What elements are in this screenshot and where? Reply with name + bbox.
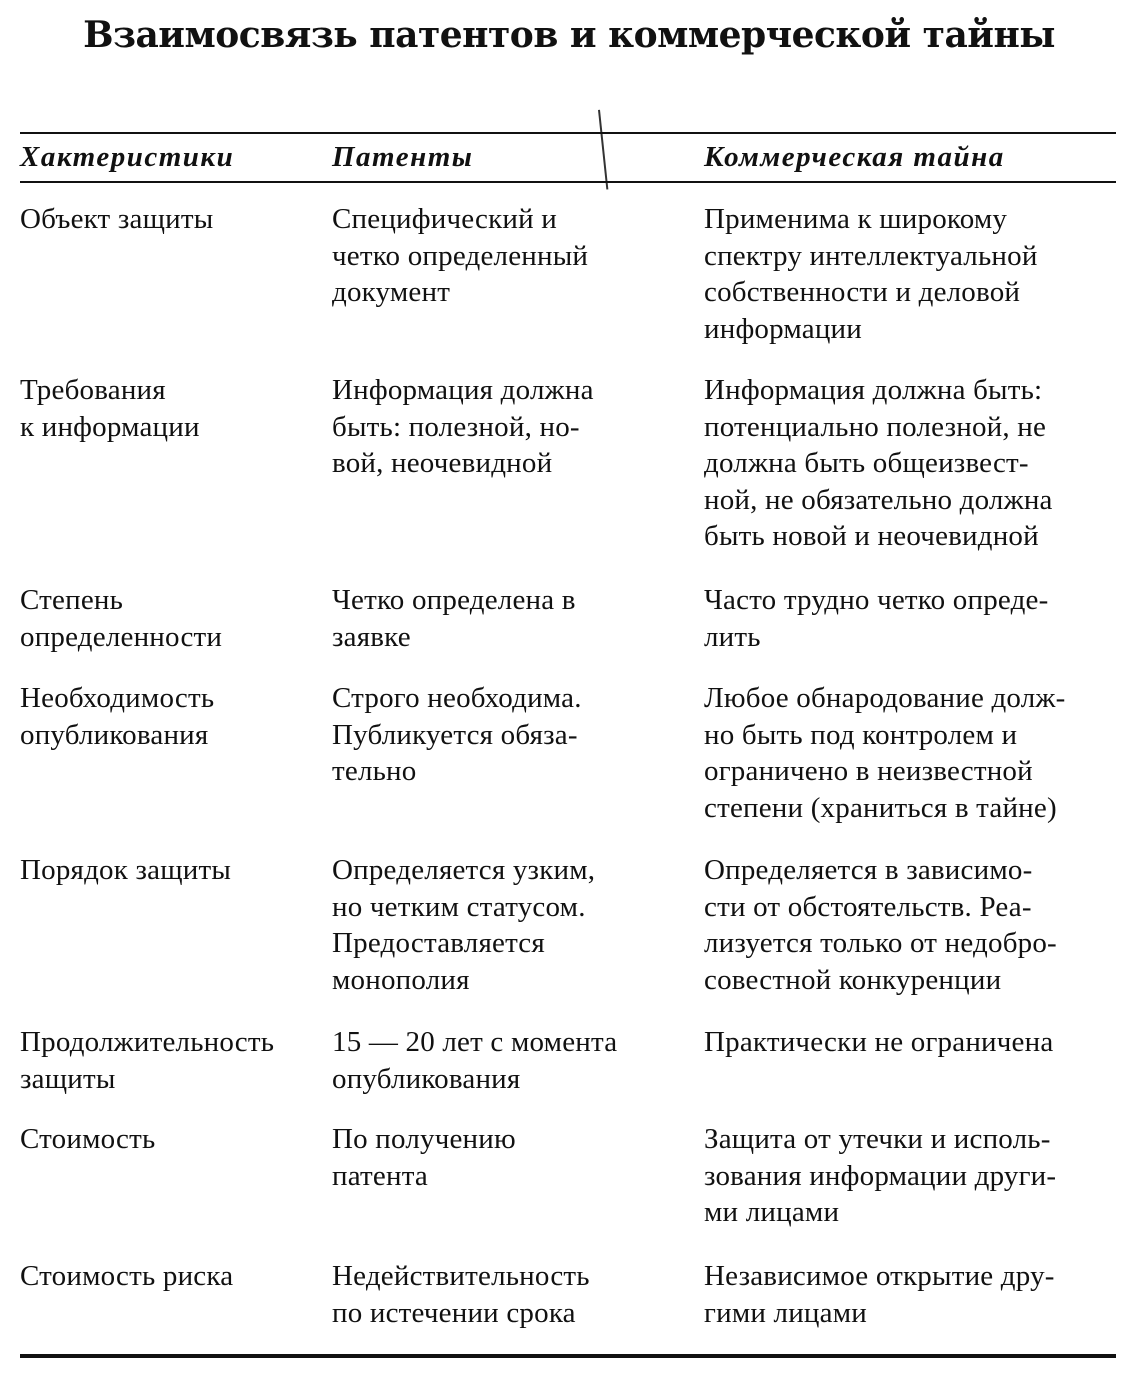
row-characteristic: Необходимость опубликования	[20, 682, 215, 751]
row-trade-secret: Практически не ограничена	[704, 1026, 1054, 1058]
table-bottom-rule	[20, 1354, 1116, 1358]
row-characteristic: Степень определенности	[20, 584, 223, 653]
row-trade-secret: Независимое открытие дру- гими лицами	[704, 1260, 1055, 1329]
row-trade-secret: Применима к широкому спектру интеллектуальной собственности и деловой информации	[704, 203, 1038, 345]
row-patents: По получению патента	[332, 1123, 516, 1192]
row-patents: Специфический и четко определенный документ	[332, 203, 589, 308]
row-patents: Четко определена в заявке	[332, 584, 576, 653]
row-trade-secret: Часто трудно четко опреде- лить	[704, 584, 1049, 653]
row-patents: Недействительность по истечении срока	[332, 1260, 590, 1329]
row-characteristic: Порядок защиты	[20, 854, 232, 886]
row-characteristic: Объект защиты	[20, 203, 214, 235]
row-patents: 15 — 20 лет с момента опубликования	[332, 1026, 618, 1095]
row-patents: Информация должна быть: полезной, но- вой, неочевидной	[332, 374, 594, 479]
header-characteristics: Хактеристики	[20, 141, 235, 173]
row-trade-secret: Защита от утечки и исполь- зования информации други- ми лицами	[704, 1123, 1057, 1228]
header-patents: Патенты	[332, 141, 474, 173]
row-trade-secret: Информация должна быть: потенциально полезной, не должна быть общеизвест- ной, не обязательно должна быть новой и неочевидной	[704, 374, 1053, 552]
table-top-rule	[20, 132, 1116, 134]
header-trade-secret: Коммерческая тайна	[704, 141, 1005, 173]
row-patents: Строго необходима. Публикуется обяза- тельно	[332, 682, 582, 787]
row-trade-secret: Определяется в зависимо- сти от обстоятельств. Реа- лизуется только от недобро- совестной конкуренции	[704, 854, 1057, 996]
row-characteristic: Требования к информации	[20, 374, 200, 443]
row-trade-secret: Любое обнародование долж- но быть под контролем и ограничено в неизвестной степени (храниться в тайне)	[704, 682, 1066, 824]
table-header-rule	[20, 181, 1116, 183]
row-patents: Определяется узким, но четким статусом. Предоставляется монополия	[332, 854, 596, 996]
row-characteristic: Стоимость риска	[20, 1260, 234, 1292]
page-title: Взаимосвязь патентов и коммерческой тайны	[83, 14, 1055, 56]
row-characteristic: Продолжительность защиты	[20, 1026, 275, 1095]
row-characteristic: Стоимость	[20, 1123, 156, 1155]
